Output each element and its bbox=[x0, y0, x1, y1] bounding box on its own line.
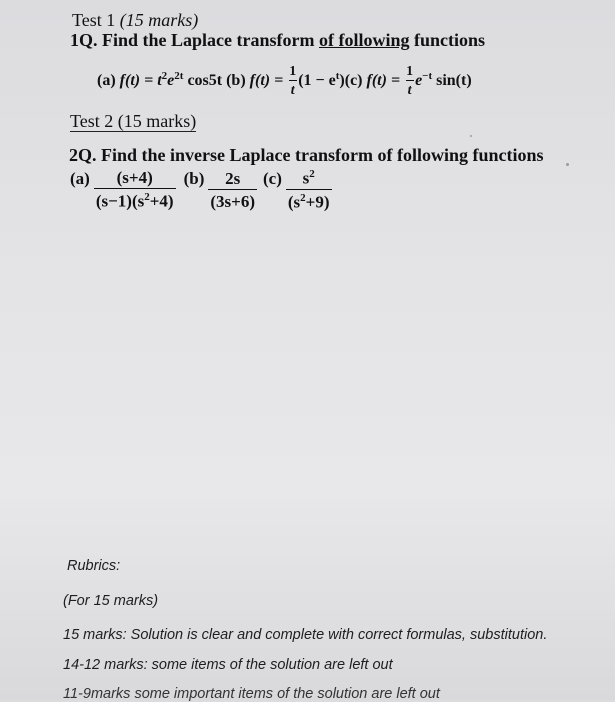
q2-item-a-numerator: (s+4) bbox=[116, 168, 153, 188]
paper-speck bbox=[566, 163, 569, 166]
q2-item-a-denominator bbox=[94, 188, 176, 212]
q1-item-c-tail: sin(t) bbox=[436, 72, 472, 90]
question-1 bbox=[70, 30, 485, 51]
rubrics-scope: (For 15 marks) bbox=[63, 593, 159, 609]
question-2-functions bbox=[70, 168, 332, 212]
q2-item-c-den-exp: 2 bbox=[300, 191, 306, 204]
q1-item-b-fraction bbox=[287, 64, 298, 99]
q2-item-b-fraction bbox=[208, 169, 257, 212]
question-1-text-underlined: of following bbox=[319, 30, 410, 50]
q2-item-c-label: (c) bbox=[263, 168, 282, 188]
q1-item-b-numerator: 1 bbox=[289, 64, 297, 79]
q2-item-c-num-base: s bbox=[302, 168, 310, 188]
q2-item-b-numerator: 2s bbox=[225, 168, 241, 188]
q1-item-a-lhs: f(t) = t bbox=[119, 72, 162, 90]
question-1-number: 1Q. bbox=[70, 30, 98, 50]
q2-item-c-num-exp: 2 bbox=[309, 168, 315, 180]
q1-item-b-close: ) bbox=[339, 72, 345, 90]
paper-speck bbox=[470, 135, 472, 137]
q2-item-c-numerator bbox=[301, 168, 317, 189]
q2-item-c-den-end: +9) bbox=[305, 192, 330, 212]
q1-item-a-exp1: 2 bbox=[161, 69, 168, 82]
question-2-number: 2Q. bbox=[69, 145, 97, 165]
q2-item-a-fraction bbox=[94, 168, 176, 212]
test1-title: Test 1 bbox=[72, 10, 116, 30]
q2-item-c-den-start: (s bbox=[287, 192, 301, 212]
rubric-line-3: 11-9marks some important items of the solution are left out bbox=[63, 686, 440, 702]
q2-item-b-label: (b) bbox=[183, 168, 205, 188]
q1-item-b-lhs: f(t) = bbox=[249, 72, 284, 90]
q1-item-b-label: (b) bbox=[226, 72, 246, 90]
q2-item-c-fraction bbox=[286, 168, 332, 212]
question-1-functions bbox=[97, 64, 472, 99]
q1-item-c-lhs: f(t) = bbox=[366, 72, 401, 90]
q2-item-c-denominator bbox=[286, 189, 332, 213]
q1-item-b-rhs: (1 − e bbox=[298, 72, 336, 90]
test1-marks: (15 marks) bbox=[119, 10, 199, 30]
rubric-line-2: 14-12 marks: some items of the solution are left out bbox=[63, 657, 393, 673]
q1-item-a-exp2: 2t bbox=[174, 69, 184, 82]
q2-item-b-denominator: (3s+6) bbox=[208, 189, 257, 212]
q1-item-c-denominator: t bbox=[406, 80, 414, 99]
test1-heading bbox=[72, 10, 198, 31]
q2-item-a-den-start: (s−1)(s bbox=[95, 191, 145, 211]
q2-item-a-den-exp: 2 bbox=[144, 191, 150, 204]
q1-item-c-exp: −t bbox=[422, 69, 433, 82]
q1-item-b-exp: t bbox=[335, 69, 340, 82]
question-1-text-start: Find the Laplace transform bbox=[102, 30, 315, 50]
rubric-line-1: 15 marks: Solution is clear and complete with correct formulas, substitution. bbox=[63, 627, 548, 643]
q2-item-a-label: (a) bbox=[70, 168, 90, 188]
q1-item-c-numerator: 1 bbox=[406, 64, 414, 79]
question-2 bbox=[69, 145, 544, 166]
q1-item-c-fraction bbox=[404, 64, 415, 99]
question-1-text-end: functions bbox=[414, 30, 486, 50]
q1-item-c-label: (c) bbox=[344, 72, 363, 90]
rubrics-title: Rubrics: bbox=[67, 558, 121, 574]
q2-item-a-den-end: +4) bbox=[149, 191, 174, 211]
q1-item-c-e: e bbox=[415, 72, 423, 90]
test2-heading: Test 2 (15 marks) bbox=[70, 111, 197, 131]
q1-item-a-e: e bbox=[167, 72, 175, 90]
question-2-text: Find the inverse Laplace transform of following functions bbox=[101, 145, 544, 165]
q1-item-a-tail: cos5t bbox=[187, 72, 223, 90]
q1-item-b-denominator: t bbox=[289, 80, 297, 99]
q1-item-a-label: (a) bbox=[97, 72, 116, 90]
